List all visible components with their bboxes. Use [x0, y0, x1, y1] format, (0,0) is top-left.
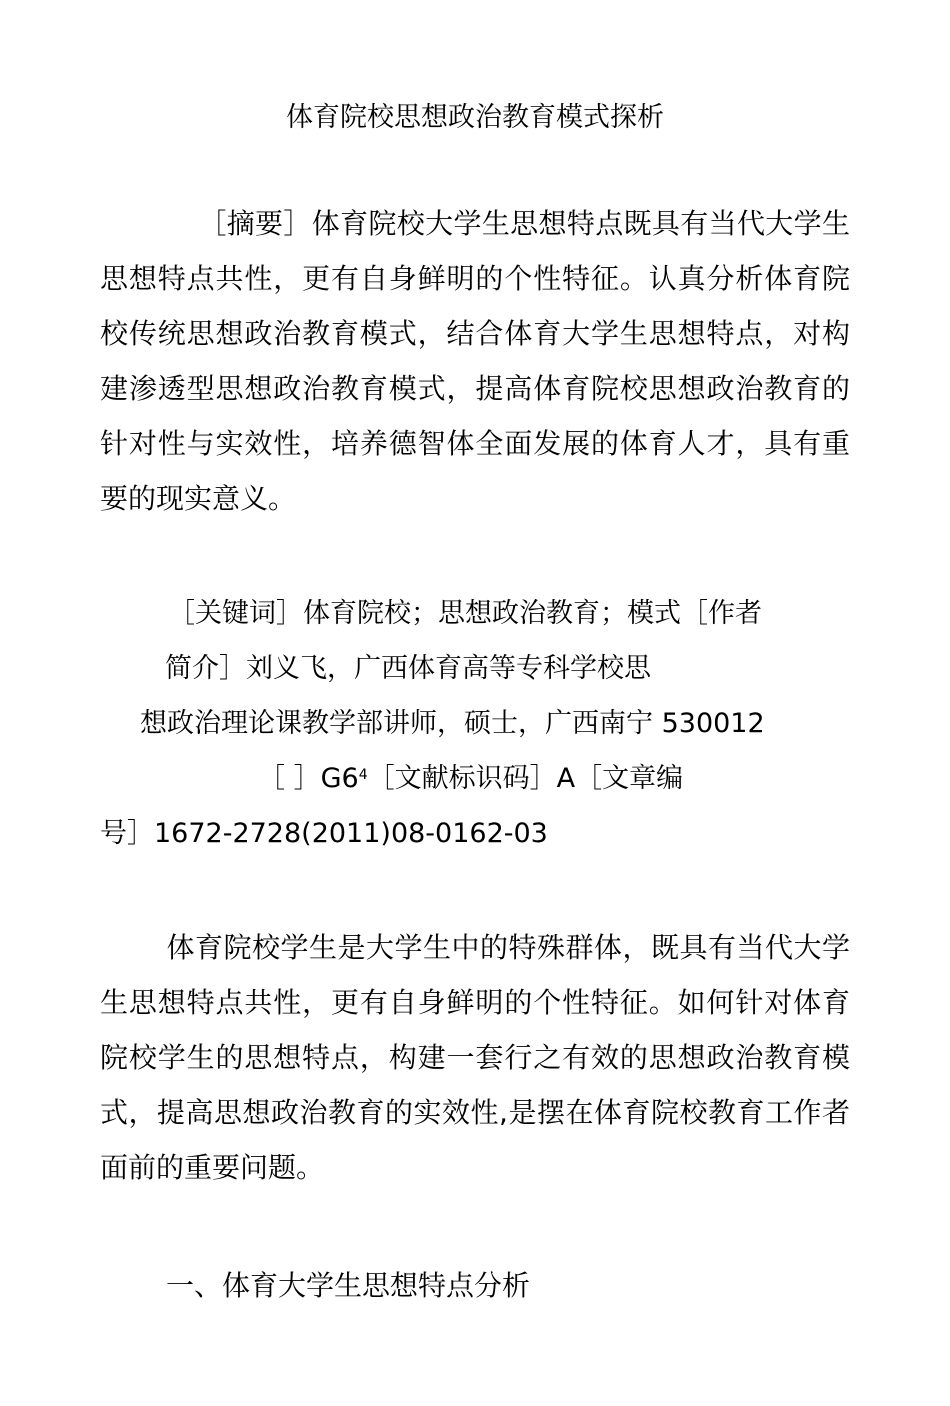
section-heading: 一、体育大学生思想特点分析 — [166, 1269, 531, 1302]
keywords-line: ［关键词］体育院校；思想政治教育；模式［作者 — [168, 598, 762, 629]
document-title: 体育院校思想政治教育模式探析 — [286, 102, 664, 133]
intro-paragraph — [100, 920, 850, 1195]
document-code: ［文献标识码］A［文章编 — [367, 763, 684, 794]
classification-superscript: 4 — [358, 767, 368, 783]
classification-line — [258, 761, 683, 797]
intro-text: 体育院校学生是大学生中的特殊群体，既具有当代大学生思想特点共性，更有自身鲜明的个性特征。如何针对体育院校学生的思想特点，构建一套行之有效的思想政治教育模式，提高思想政治教育的实效性,是摆在体育院校教育工作者面前的重要问题。 — [100, 931, 850, 1184]
article-number-line: 号］1672-2728(2011)08-0162-03 — [100, 818, 548, 849]
abstract-paragraph — [100, 196, 850, 526]
author-line: 简介］刘义飞，广西体育高等专科学校思 — [165, 653, 651, 684]
abstract-text: ［摘要］体育院校大学生思想特点既具有当代大学生思想特点共性，更有自身鲜明的个性特征。认真分析体育院校传统思想政治教育模式，结合体育大学生思想特点，对构建渗透型思想政治教育模式，提高体育院校思想政治教育的针对性与实效性，培养德智体全面发展的体育人才，具有重要的现实意义。 — [100, 207, 850, 515]
classification-code: ［ ］G6 — [258, 763, 359, 794]
author-affiliation-line: 想政治理论课教学部讲师，硕士，广西南宁 530012 — [140, 708, 765, 739]
